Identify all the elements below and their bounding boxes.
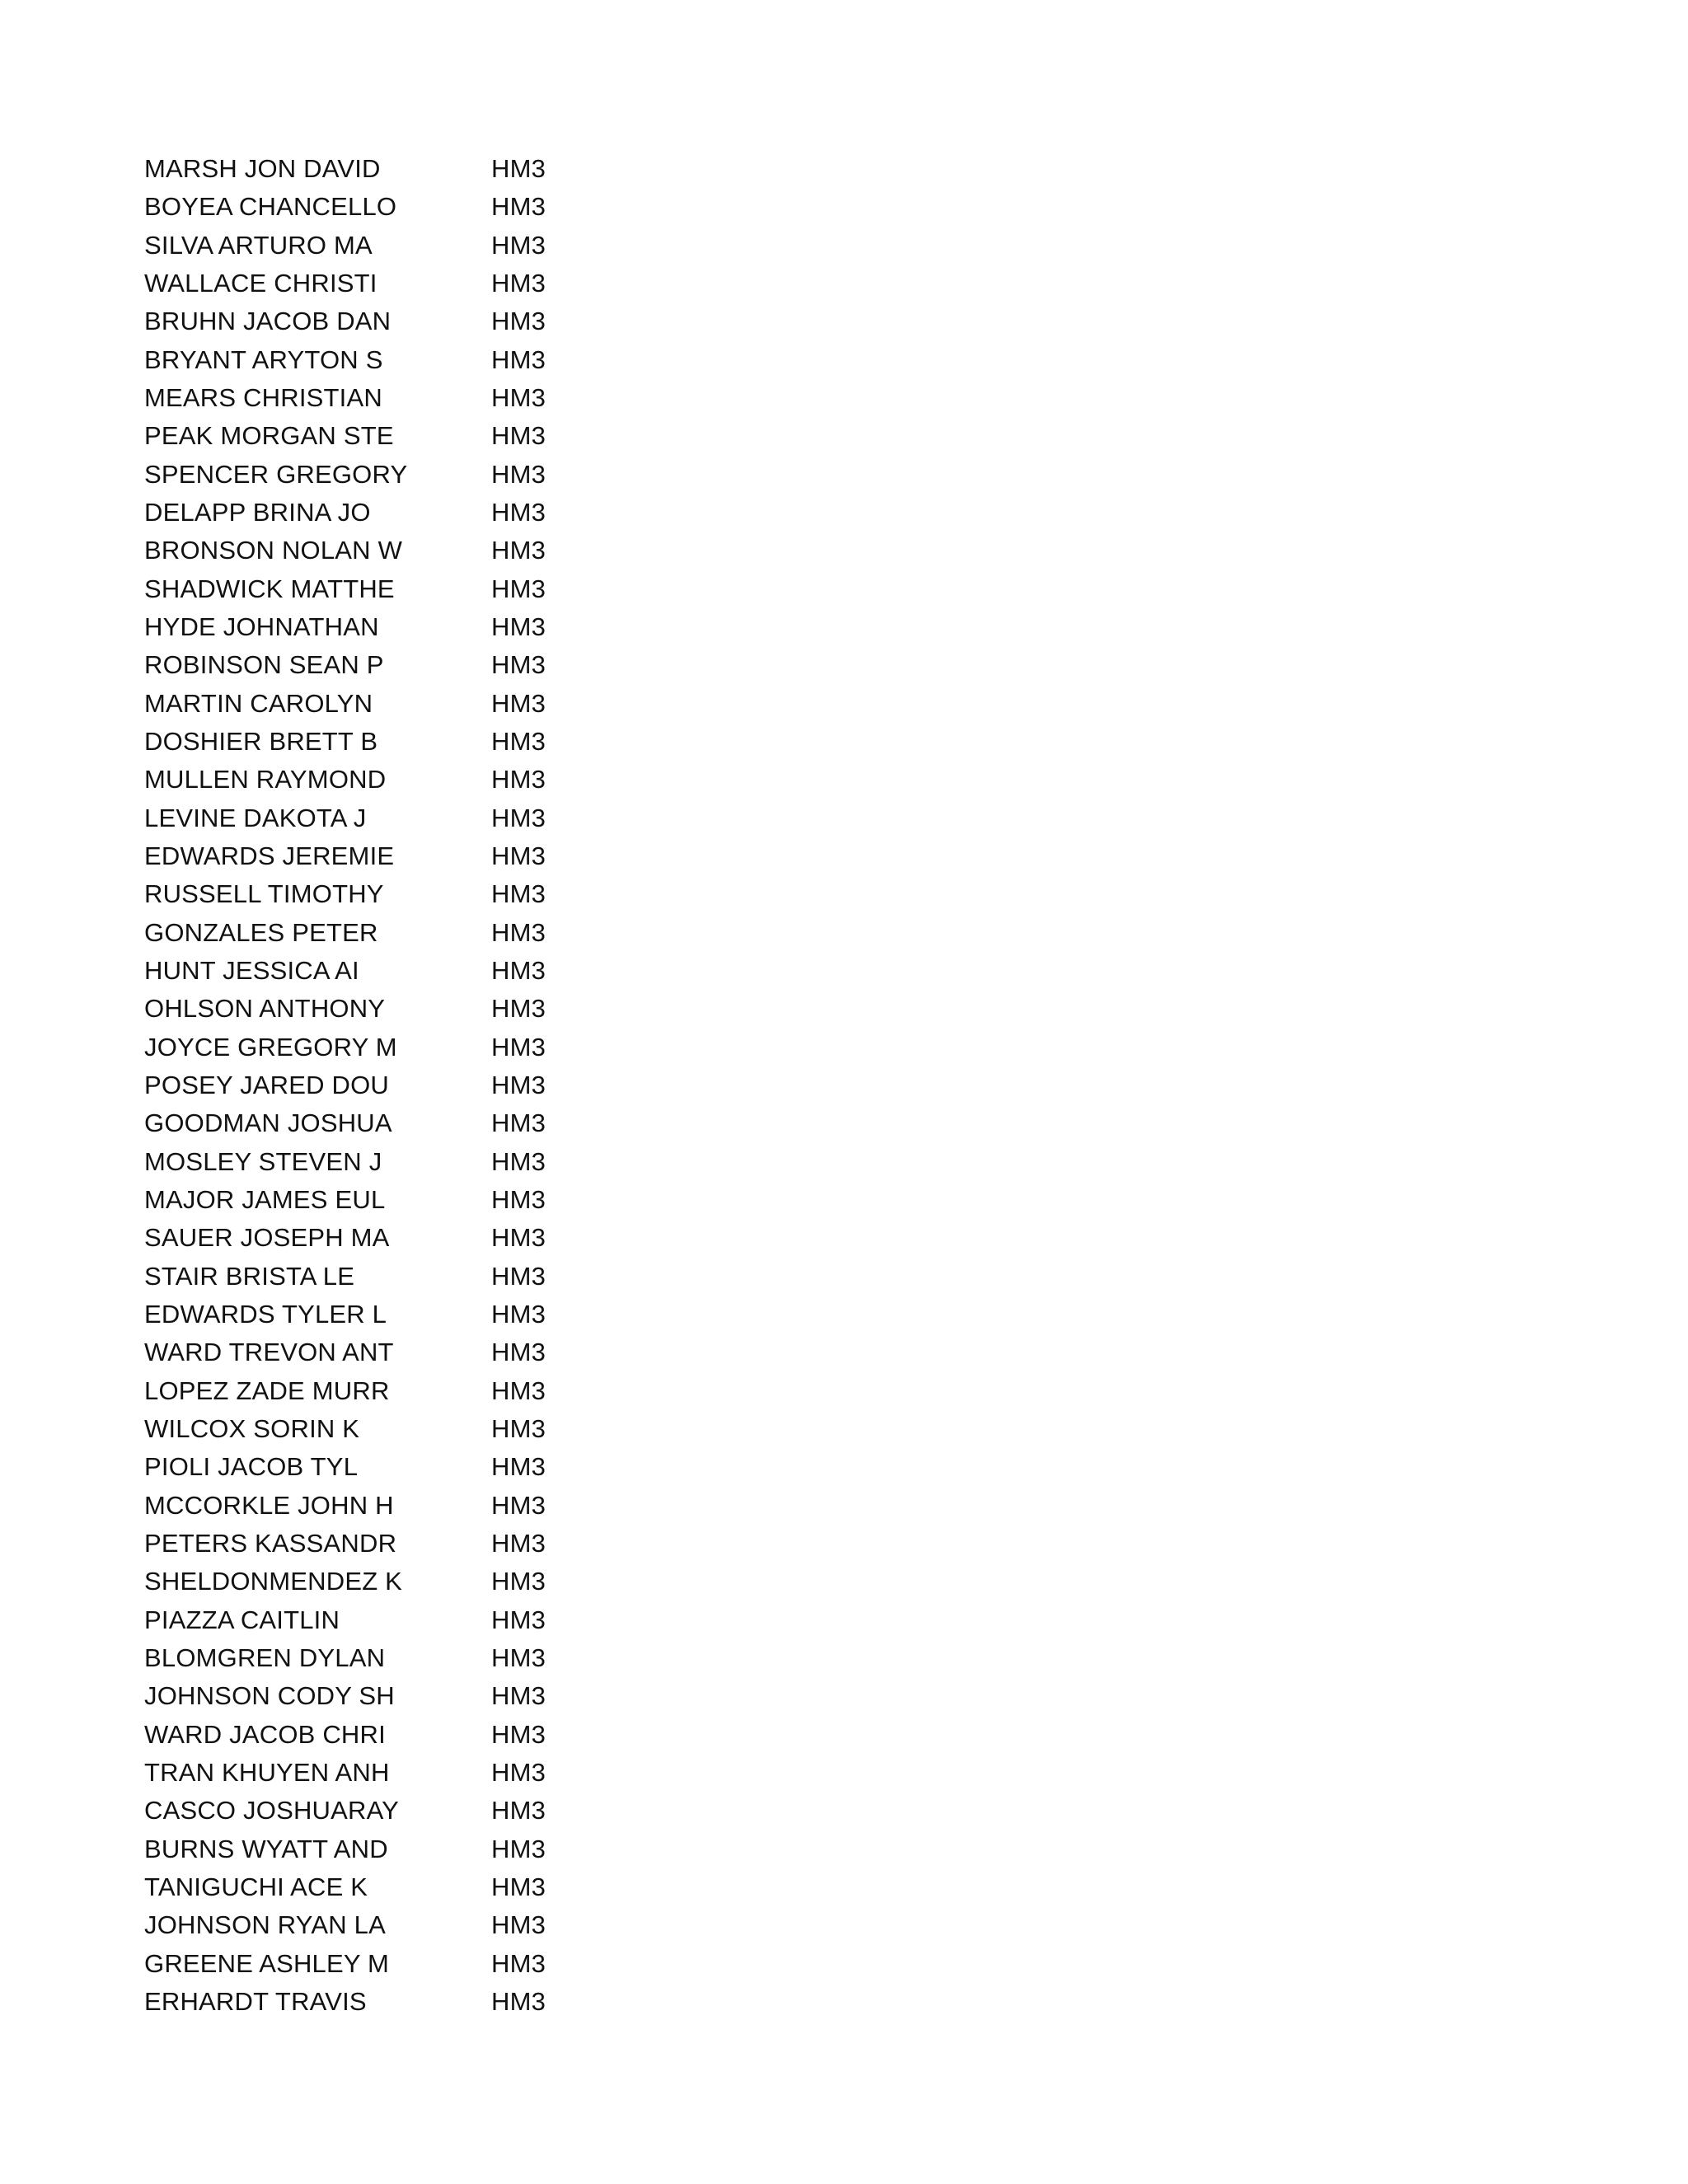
member-rate: HM3	[491, 1452, 546, 1482]
member-rate: HM3	[491, 727, 546, 757]
table-row	[144, 646, 606, 684]
member-name: SHADWICK MATTHE	[144, 574, 395, 603]
member-rate: HM3	[491, 344, 546, 374]
table-row	[144, 1868, 606, 1906]
member-rate: HM3	[491, 1413, 546, 1443]
member-name: DOSHIER BRETT B	[144, 727, 378, 757]
member-name: MULLEN RAYMOND	[144, 765, 387, 794]
member-name: BRUHN JACOB DAN	[144, 307, 392, 336]
table-row	[144, 1792, 606, 1830]
member-rate: HM3	[491, 688, 546, 718]
member-rate: HM3	[491, 574, 546, 603]
table-row	[144, 570, 606, 608]
table-row	[144, 837, 606, 875]
member-name: JOHNSON CODY SH	[144, 1681, 395, 1711]
table-row	[144, 685, 606, 723]
member-rate: HM3	[491, 383, 546, 413]
member-name: GONZALES PETER	[144, 917, 378, 947]
table-row	[144, 494, 606, 532]
table-row	[144, 1410, 606, 1448]
member-name: BURNS WYATT AND	[144, 1834, 388, 1863]
member-rate: HM3	[491, 1108, 546, 1138]
member-name: PIOLI JACOB TYL	[144, 1452, 359, 1482]
member-rate: HM3	[491, 1567, 546, 1596]
member-rate: HM3	[491, 1986, 546, 2016]
table-row	[144, 1104, 606, 1142]
table-row	[144, 532, 606, 569]
member-name: JOHNSON RYAN LA	[144, 1910, 386, 1940]
member-rate: HM3	[491, 612, 546, 642]
table-row	[144, 1601, 606, 1638]
table-row	[144, 1219, 606, 1257]
member-name: EDWARDS JEREMIE	[144, 841, 395, 871]
member-name: BLOMGREN DYLAN	[144, 1643, 386, 1672]
member-rate: HM3	[491, 1681, 546, 1711]
member-rate: HM3	[491, 1796, 546, 1825]
member-name: GREENE ASHLEY M	[144, 1948, 390, 1978]
member-rate: HM3	[491, 1910, 546, 1940]
table-row	[144, 150, 606, 188]
member-rate: HM3	[491, 650, 546, 680]
member-rate: HM3	[491, 841, 546, 871]
table-row	[144, 608, 606, 646]
member-rate: HM3	[491, 994, 546, 1024]
table-row	[144, 1448, 606, 1486]
table-row	[144, 990, 606, 1028]
member-name: WILCOX SORIN K	[144, 1413, 360, 1443]
member-rate: HM3	[491, 1338, 546, 1367]
table-row	[144, 1677, 606, 1715]
table-row	[144, 1296, 606, 1333]
member-name: CASCO JOSHUARAY	[144, 1796, 400, 1825]
table-row	[144, 1029, 606, 1066]
table-row	[144, 1754, 606, 1792]
member-name: SAUER JOSEPH MA	[144, 1223, 390, 1253]
member-rate: HM3	[491, 154, 546, 184]
table-row	[144, 723, 606, 761]
member-rate: HM3	[491, 879, 546, 909]
member-name: MEARS CHRISTIAN	[144, 383, 382, 413]
table-row	[144, 1143, 606, 1181]
member-rate: HM3	[491, 269, 546, 298]
member-name: PIAZZA CAITLIN	[144, 1605, 340, 1634]
table-row	[144, 761, 606, 799]
member-rate: HM3	[491, 1834, 546, 1863]
member-name: PETERS KASSANDR	[144, 1528, 397, 1558]
table-row	[144, 799, 606, 837]
table-row	[144, 1983, 606, 2021]
member-rate: HM3	[491, 765, 546, 794]
table-row	[144, 1639, 606, 1677]
member-name: TANIGUCHI ACE K	[144, 1872, 368, 1901]
member-rate: HM3	[491, 1146, 546, 1176]
member-name: JOYCE GREGORY M	[144, 1032, 397, 1062]
member-name: MOSLEY STEVEN J	[144, 1146, 382, 1176]
member-name: OHLSON ANTHONY	[144, 994, 386, 1024]
member-name: WALLACE CHRISTI	[144, 269, 377, 298]
member-name: SHELDONMENDEZ K	[144, 1567, 403, 1596]
member-rate: HM3	[491, 1528, 546, 1558]
table-row	[144, 456, 606, 494]
member-rate: HM3	[491, 1719, 546, 1749]
member-name: SPENCER GREGORY	[144, 459, 408, 489]
member-name: POSEY JARED DOU	[144, 1071, 390, 1100]
table-row	[144, 227, 606, 265]
member-rate: HM3	[491, 1032, 546, 1062]
member-rate: HM3	[491, 1872, 546, 1901]
member-name: ROBINSON SEAN P	[144, 650, 384, 680]
member-rate: HM3	[491, 1376, 546, 1405]
table-row	[144, 1181, 606, 1219]
member-rate: HM3	[491, 803, 546, 832]
member-rate: HM3	[491, 1300, 546, 1329]
member-rate: HM3	[491, 1948, 546, 1978]
member-name: WARD TREVON ANT	[144, 1338, 394, 1367]
member-name: MAJOR JAMES EUL	[144, 1185, 386, 1215]
member-rate: HM3	[491, 1223, 546, 1253]
member-rate: HM3	[491, 1757, 546, 1787]
member-name: SILVA ARTURO MA	[144, 230, 373, 260]
table-row	[144, 341, 606, 379]
member-name: RUSSELL TIMOTHY	[144, 879, 384, 909]
member-name: TRAN KHUYEN ANH	[144, 1757, 390, 1787]
table-row	[144, 1944, 606, 1982]
table-row	[144, 1258, 606, 1296]
member-name: MARSH JON DAVID	[144, 154, 381, 184]
table-row	[144, 1525, 606, 1563]
table-row	[144, 1066, 606, 1104]
member-rate: HM3	[491, 1071, 546, 1100]
table-row	[144, 302, 606, 340]
member-name: HUNT JESSICA AI	[144, 956, 359, 986]
member-rate: HM3	[491, 498, 546, 527]
member-rate: HM3	[491, 459, 546, 489]
member-name: LOPEZ ZADE MURR	[144, 1376, 390, 1405]
member-rate: HM3	[491, 1605, 546, 1634]
member-name: BRONSON NOLAN W	[144, 536, 403, 565]
member-name: BRYANT ARYTON S	[144, 344, 383, 374]
member-rate: HM3	[491, 1490, 546, 1520]
member-rate: HM3	[491, 192, 546, 222]
table-row	[144, 1372, 606, 1410]
member-rate: HM3	[491, 917, 546, 947]
member-name: ERHARDT TRAVIS	[144, 1986, 367, 2016]
member-rate: HM3	[491, 421, 546, 451]
member-name: GOODMAN JOSHUA	[144, 1108, 392, 1138]
member-name: MARTIN CAROLYN	[144, 688, 373, 718]
member-name: HYDE JOHNATHAN	[144, 612, 379, 642]
member-name: LEVINE DAKOTA J	[144, 803, 367, 832]
member-rate: HM3	[491, 1185, 546, 1215]
member-name: STAIR BRISTA LE	[144, 1261, 355, 1291]
member-rate: HM3	[491, 307, 546, 336]
table-row	[144, 1333, 606, 1371]
member-name: WARD JACOB CHRI	[144, 1719, 386, 1749]
member-name: EDWARDS TYLER L	[144, 1300, 387, 1329]
table-row	[144, 1486, 606, 1524]
table-row	[144, 417, 606, 455]
table-row	[144, 1830, 606, 1868]
table-row	[144, 1906, 606, 1944]
member-rate: HM3	[491, 230, 546, 260]
member-rate: HM3	[491, 536, 546, 565]
table-row	[144, 1563, 606, 1601]
member-name: BOYEA CHANCELLO	[144, 192, 397, 222]
roster-list	[144, 150, 606, 2021]
table-row	[144, 952, 606, 990]
table-row	[144, 379, 606, 417]
member-rate: HM3	[491, 1643, 546, 1672]
member-name: DELAPP BRINA JO	[144, 498, 371, 527]
member-name: PEAK MORGAN STE	[144, 421, 394, 451]
member-rate: HM3	[491, 1261, 546, 1291]
table-row	[144, 265, 606, 302]
table-row	[144, 914, 606, 952]
member-rate: HM3	[491, 956, 546, 986]
member-name: MCCORKLE JOHN H	[144, 1490, 394, 1520]
table-row	[144, 1715, 606, 1753]
table-row	[144, 875, 606, 913]
table-row	[144, 188, 606, 226]
